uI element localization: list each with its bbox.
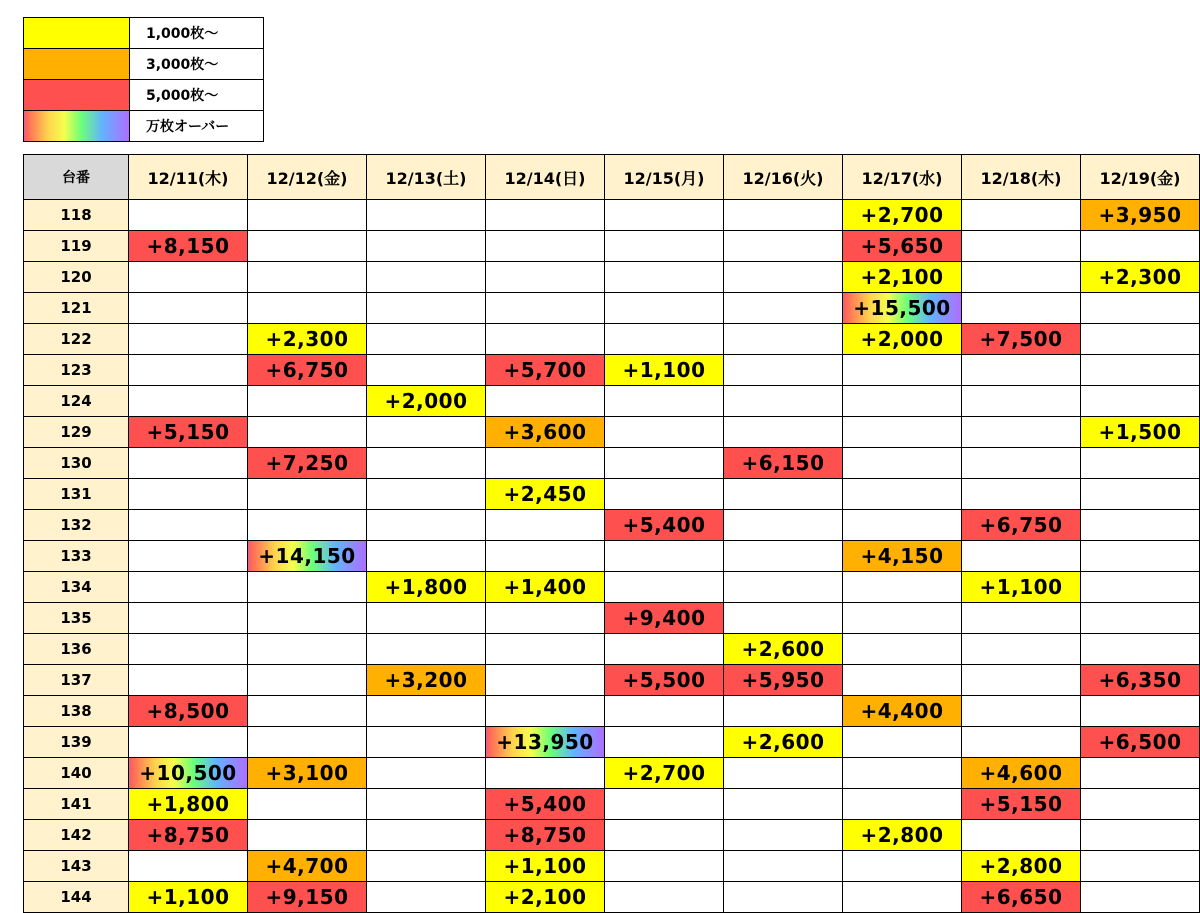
empty-cell <box>605 200 724 231</box>
empty-cell <box>843 758 962 789</box>
empty-cell <box>843 634 962 665</box>
empty-cell <box>1081 355 1200 386</box>
empty-cell <box>248 510 367 541</box>
empty-cell <box>962 665 1081 696</box>
result-cell: +5,700 <box>486 355 605 386</box>
machine-number: 132 <box>24 510 129 541</box>
result-cell: +2,300 <box>248 324 367 355</box>
result-cell: +2,000 <box>367 386 486 417</box>
empty-cell <box>962 231 1081 262</box>
empty-cell <box>724 510 843 541</box>
result-cell: +3,100 <box>248 758 367 789</box>
table-row <box>24 665 1200 696</box>
empty-cell <box>605 696 724 727</box>
machine-number: 140 <box>24 758 129 789</box>
legend-label: 3,000枚～ <box>130 49 264 80</box>
empty-cell <box>367 727 486 758</box>
result-cell: +9,400 <box>605 603 724 634</box>
empty-cell <box>724 417 843 448</box>
empty-cell <box>724 231 843 262</box>
result-cell: +10,500 <box>129 758 248 789</box>
table-header-row <box>24 155 1200 200</box>
empty-cell <box>248 634 367 665</box>
empty-cell <box>129 541 248 572</box>
machine-number: 123 <box>24 355 129 386</box>
empty-cell <box>486 200 605 231</box>
empty-cell <box>1081 231 1200 262</box>
table-row <box>24 634 1200 665</box>
empty-cell <box>367 262 486 293</box>
table-row <box>24 262 1200 293</box>
empty-cell <box>724 262 843 293</box>
empty-cell <box>129 448 248 479</box>
empty-cell <box>248 665 367 696</box>
empty-cell <box>843 510 962 541</box>
result-cell: +7,250 <box>248 448 367 479</box>
empty-cell <box>605 231 724 262</box>
result-cell: +1,800 <box>129 789 248 820</box>
empty-cell <box>724 324 843 355</box>
result-cell: +2,800 <box>843 820 962 851</box>
result-cell: +5,150 <box>129 417 248 448</box>
empty-cell <box>1081 758 1200 789</box>
empty-cell <box>1081 820 1200 851</box>
empty-cell <box>962 696 1081 727</box>
result-cell: +1,100 <box>605 355 724 386</box>
empty-cell <box>605 541 724 572</box>
result-cell: +3,950 <box>1081 200 1200 231</box>
result-cell: +5,400 <box>486 789 605 820</box>
legend-swatch <box>24 80 130 111</box>
date-header: 12/12(金) <box>248 155 367 200</box>
empty-cell <box>129 293 248 324</box>
empty-cell <box>605 448 724 479</box>
empty-cell <box>962 820 1081 851</box>
table-row <box>24 324 1200 355</box>
result-cell: +5,650 <box>843 231 962 262</box>
table-row <box>24 727 1200 758</box>
results-table <box>23 154 1200 913</box>
table-row <box>24 851 1200 882</box>
empty-cell <box>486 324 605 355</box>
empty-cell <box>486 696 605 727</box>
empty-cell <box>486 665 605 696</box>
legend-row <box>24 18 264 49</box>
result-cell: +4,400 <box>843 696 962 727</box>
empty-cell <box>367 696 486 727</box>
empty-cell <box>962 479 1081 510</box>
empty-cell <box>486 510 605 541</box>
machine-number: 135 <box>24 603 129 634</box>
empty-cell <box>605 851 724 882</box>
legend-label: 5,000枚～ <box>130 80 264 111</box>
machine-number: 139 <box>24 727 129 758</box>
result-cell: +5,950 <box>724 665 843 696</box>
empty-cell <box>129 510 248 541</box>
legend-label: 1,000枚～ <box>130 18 264 49</box>
empty-cell <box>486 293 605 324</box>
empty-cell <box>843 851 962 882</box>
empty-cell <box>1081 851 1200 882</box>
date-header: 12/14(日) <box>486 155 605 200</box>
empty-cell <box>129 324 248 355</box>
result-cell: +2,300 <box>1081 262 1200 293</box>
empty-cell <box>367 355 486 386</box>
empty-cell <box>248 200 367 231</box>
empty-cell <box>724 355 843 386</box>
empty-cell <box>129 386 248 417</box>
table-row <box>24 510 1200 541</box>
empty-cell <box>1081 634 1200 665</box>
empty-cell <box>724 572 843 603</box>
empty-cell <box>248 696 367 727</box>
empty-cell <box>248 820 367 851</box>
empty-cell <box>367 479 486 510</box>
empty-cell <box>486 603 605 634</box>
table-row <box>24 293 1200 324</box>
empty-cell <box>248 262 367 293</box>
empty-cell <box>605 262 724 293</box>
empty-cell <box>843 448 962 479</box>
empty-cell <box>367 882 486 913</box>
result-cell: +2,000 <box>843 324 962 355</box>
date-header: 12/19(金) <box>1081 155 1200 200</box>
empty-cell <box>724 479 843 510</box>
result-cell: +8,500 <box>129 696 248 727</box>
result-cell: +2,450 <box>486 479 605 510</box>
result-cell: +7,500 <box>962 324 1081 355</box>
empty-cell <box>962 603 1081 634</box>
empty-cell <box>129 634 248 665</box>
empty-cell <box>248 231 367 262</box>
result-cell: +1,800 <box>367 572 486 603</box>
machine-number: 143 <box>24 851 129 882</box>
result-cell: +2,800 <box>962 851 1081 882</box>
empty-cell <box>367 293 486 324</box>
empty-cell <box>843 727 962 758</box>
result-cell: +1,400 <box>486 572 605 603</box>
date-header: 12/18(木) <box>962 155 1081 200</box>
empty-cell <box>605 572 724 603</box>
empty-cell <box>367 789 486 820</box>
machine-number: 137 <box>24 665 129 696</box>
machine-number: 118 <box>24 200 129 231</box>
table-row <box>24 789 1200 820</box>
empty-cell <box>962 448 1081 479</box>
empty-cell <box>248 417 367 448</box>
result-cell: +8,750 <box>129 820 248 851</box>
empty-cell <box>724 789 843 820</box>
empty-cell <box>724 603 843 634</box>
empty-cell <box>129 603 248 634</box>
result-cell: +4,700 <box>248 851 367 882</box>
date-header: 12/15(月) <box>605 155 724 200</box>
empty-cell <box>962 293 1081 324</box>
result-cell: +9,150 <box>248 882 367 913</box>
empty-cell <box>129 851 248 882</box>
result-cell: +8,750 <box>486 820 605 851</box>
empty-cell <box>486 758 605 789</box>
empty-cell <box>367 851 486 882</box>
empty-cell <box>724 696 843 727</box>
result-cell: +8,150 <box>129 231 248 262</box>
machine-number: 120 <box>24 262 129 293</box>
result-cell: +1,100 <box>962 572 1081 603</box>
result-cell: +5,150 <box>962 789 1081 820</box>
table-row <box>24 448 1200 479</box>
table-row <box>24 355 1200 386</box>
result-cell: +13,950 <box>486 727 605 758</box>
empty-cell <box>129 572 248 603</box>
empty-cell <box>605 479 724 510</box>
result-cell: +15,500 <box>843 293 962 324</box>
empty-cell <box>605 882 724 913</box>
table-row <box>24 882 1200 913</box>
empty-cell <box>843 355 962 386</box>
result-cell: +1,500 <box>1081 417 1200 448</box>
empty-cell <box>962 200 1081 231</box>
empty-cell <box>129 665 248 696</box>
machine-number: 134 <box>24 572 129 603</box>
machine-number: 131 <box>24 479 129 510</box>
machine-number: 133 <box>24 541 129 572</box>
empty-cell <box>486 634 605 665</box>
empty-cell <box>248 789 367 820</box>
table-row <box>24 603 1200 634</box>
empty-cell <box>843 386 962 417</box>
empty-cell <box>486 448 605 479</box>
empty-cell <box>486 541 605 572</box>
empty-cell <box>724 882 843 913</box>
result-cell: +3,200 <box>367 665 486 696</box>
empty-cell <box>843 603 962 634</box>
empty-cell <box>367 603 486 634</box>
result-cell: +3,600 <box>486 417 605 448</box>
empty-cell <box>962 634 1081 665</box>
machine-number: 124 <box>24 386 129 417</box>
legend-swatch <box>24 49 130 80</box>
empty-cell <box>129 355 248 386</box>
table-row <box>24 820 1200 851</box>
table-row <box>24 417 1200 448</box>
empty-cell <box>367 634 486 665</box>
empty-cell <box>1081 479 1200 510</box>
empty-cell <box>962 386 1081 417</box>
empty-cell <box>1081 882 1200 913</box>
empty-cell <box>1081 696 1200 727</box>
empty-cell <box>843 665 962 696</box>
machine-number: 144 <box>24 882 129 913</box>
machine-number: 119 <box>24 231 129 262</box>
table-row <box>24 758 1200 789</box>
empty-cell <box>724 200 843 231</box>
legend-row <box>24 111 264 142</box>
empty-cell <box>129 262 248 293</box>
legend-row <box>24 49 264 80</box>
legend <box>23 17 264 142</box>
empty-cell <box>1081 448 1200 479</box>
empty-cell <box>367 448 486 479</box>
legend-row <box>24 80 264 111</box>
result-cell: +6,150 <box>724 448 843 479</box>
result-cell: +2,100 <box>486 882 605 913</box>
empty-cell <box>1081 541 1200 572</box>
empty-cell <box>962 541 1081 572</box>
date-header: 12/16(火) <box>724 155 843 200</box>
empty-cell <box>605 727 724 758</box>
empty-cell <box>1081 293 1200 324</box>
result-cell: +5,500 <box>605 665 724 696</box>
result-cell: +6,500 <box>1081 727 1200 758</box>
empty-cell <box>129 200 248 231</box>
empty-cell <box>1081 510 1200 541</box>
table-row <box>24 200 1200 231</box>
empty-cell <box>962 355 1081 386</box>
empty-cell <box>1081 324 1200 355</box>
empty-cell <box>486 386 605 417</box>
empty-cell <box>724 541 843 572</box>
date-header: 12/17(水) <box>843 155 962 200</box>
table-row <box>24 541 1200 572</box>
result-cell: +2,700 <box>843 200 962 231</box>
empty-cell <box>724 758 843 789</box>
table-row <box>24 386 1200 417</box>
empty-cell <box>724 851 843 882</box>
empty-cell <box>129 727 248 758</box>
date-header: 12/13(土) <box>367 155 486 200</box>
table-row <box>24 231 1200 262</box>
empty-cell <box>843 882 962 913</box>
empty-cell <box>724 386 843 417</box>
machine-number: 130 <box>24 448 129 479</box>
empty-cell <box>605 386 724 417</box>
empty-cell <box>1081 572 1200 603</box>
empty-cell <box>605 417 724 448</box>
result-cell: +2,700 <box>605 758 724 789</box>
empty-cell <box>248 727 367 758</box>
empty-cell <box>248 572 367 603</box>
result-cell: +2,600 <box>724 727 843 758</box>
empty-cell <box>248 479 367 510</box>
empty-cell <box>367 820 486 851</box>
empty-cell <box>486 262 605 293</box>
result-cell: +14,150 <box>248 541 367 572</box>
result-cell: +6,750 <box>962 510 1081 541</box>
empty-cell <box>843 479 962 510</box>
result-cell: +2,600 <box>724 634 843 665</box>
legend-swatch <box>24 18 130 49</box>
empty-cell <box>367 541 486 572</box>
result-cell: +1,100 <box>486 851 605 882</box>
empty-cell <box>367 510 486 541</box>
machine-number: 138 <box>24 696 129 727</box>
result-cell: +4,600 <box>962 758 1081 789</box>
empty-cell <box>248 293 367 324</box>
machine-number: 136 <box>24 634 129 665</box>
result-cell: +6,750 <box>248 355 367 386</box>
empty-cell <box>1081 386 1200 417</box>
empty-cell <box>129 479 248 510</box>
table-row <box>24 696 1200 727</box>
result-cell: +6,650 <box>962 882 1081 913</box>
result-cell: +2,100 <box>843 262 962 293</box>
result-cell: +5,400 <box>605 510 724 541</box>
empty-cell <box>1081 603 1200 634</box>
date-header: 12/11(木) <box>129 155 248 200</box>
empty-cell <box>248 603 367 634</box>
legend-label: 万枚オーバー <box>130 111 264 142</box>
result-cell: +1,100 <box>129 882 248 913</box>
empty-cell <box>724 820 843 851</box>
empty-cell <box>248 386 367 417</box>
table-row <box>24 479 1200 510</box>
machine-number: 122 <box>24 324 129 355</box>
empty-cell <box>367 417 486 448</box>
empty-cell <box>724 293 843 324</box>
empty-cell <box>367 200 486 231</box>
empty-cell <box>843 572 962 603</box>
empty-cell <box>843 789 962 820</box>
result-cell: +4,150 <box>843 541 962 572</box>
empty-cell <box>962 262 1081 293</box>
machine-number: 121 <box>24 293 129 324</box>
empty-cell <box>367 324 486 355</box>
empty-cell <box>605 324 724 355</box>
empty-cell <box>605 634 724 665</box>
empty-cell <box>962 727 1081 758</box>
empty-cell <box>605 293 724 324</box>
empty-cell <box>367 231 486 262</box>
empty-cell <box>605 789 724 820</box>
empty-cell <box>843 417 962 448</box>
table-row <box>24 572 1200 603</box>
empty-cell <box>1081 789 1200 820</box>
machine-number-header: 台番 <box>24 155 129 200</box>
empty-cell <box>486 231 605 262</box>
empty-cell <box>962 417 1081 448</box>
legend-swatch <box>24 111 130 142</box>
machine-number: 141 <box>24 789 129 820</box>
empty-cell <box>367 758 486 789</box>
result-cell: +6,350 <box>1081 665 1200 696</box>
machine-number: 129 <box>24 417 129 448</box>
empty-cell <box>605 820 724 851</box>
machine-number: 142 <box>24 820 129 851</box>
